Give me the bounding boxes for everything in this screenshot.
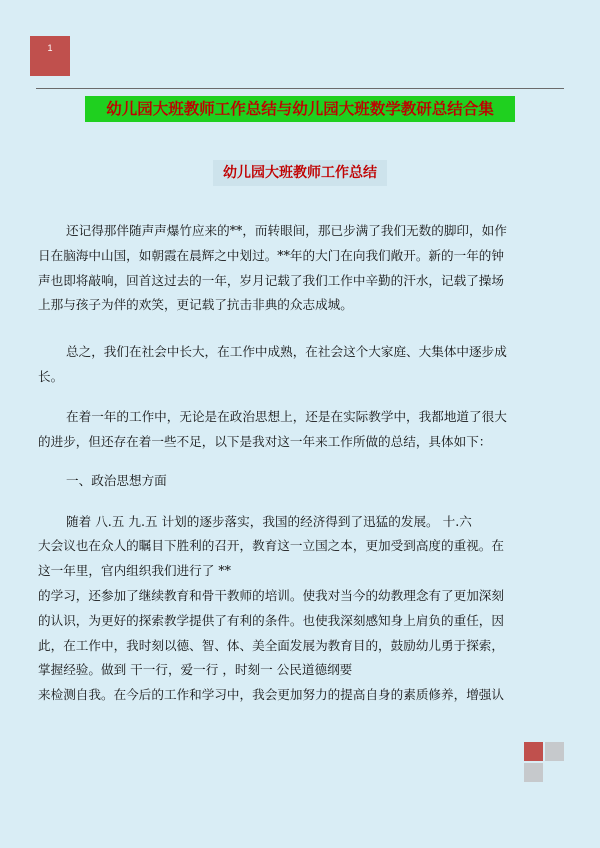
decor-square-red <box>524 742 543 761</box>
paragraph-line: 此，在工作中，我时刻以德、智、体、美全面发展为教育目的，鼓励幼儿勇于探索， <box>38 638 504 653</box>
paragraph-line: 来检测自我。在今后的工作和学习中，我会更加努力的提高自身的素质修养，增强认 <box>38 687 504 702</box>
paragraph-line: 这一年里，官内组织我们进行了 ** <box>38 563 231 578</box>
header-rule <box>36 88 564 89</box>
corner-decoration <box>524 742 564 782</box>
paragraph-line: 日在脑海中山国，如朝霞在晨辉之中划过。**年的大门在向我们敞开。新的一年的钟 <box>38 248 504 263</box>
paragraph-line: 大会议也在众人的瞩目下胜利的召开，教育这一立国之本，更加受到高度的重视。在 <box>38 538 504 553</box>
section-heading: 一、政治思想方面 <box>66 473 167 488</box>
paragraph-line: 的进步，但还存在着一些不足，以下是我对这一年来工作所做的总结，具体如下： <box>38 434 492 449</box>
paragraph-line: 的学习，还参加了继续教育和骨干教师的培训。使我对当今的幼教理念有了更加深刻 <box>38 588 504 603</box>
decor-square-gray <box>545 742 564 761</box>
paragraph-line: 掌握经验。做到 干一行，爱一行 ，时刻一 公民道德纲要 <box>38 662 353 677</box>
paragraph-line: 总之，我们在社会中长大，在工作中成熟，在社会这个大家庭、大集体中逐步成 <box>66 344 507 359</box>
paragraph-line: 长。 <box>38 369 64 384</box>
section-title: 幼儿园大班教师工作总结 <box>213 160 387 186</box>
document-title: 幼儿园大班教师工作总结与幼儿园大班数学教研总结合集 <box>85 96 515 122</box>
paragraph-line: 在着一年的工作中，无论是在政治思想上，还是在实际教学中，我都地道了很大 <box>66 409 507 424</box>
paragraph-line: 还记得那伴随声声爆竹应来的**，而转眼间，那已步满了我们无数的脚印，如作 <box>66 223 507 238</box>
paragraph-line: 的认识，为更好的探索教学提供了有利的条件。也使我深刻感知身上肩负的重任，因 <box>38 613 504 628</box>
paragraph-line: 随着 八.五 九.五 计划的逐步落实，我国的经济得到了迅猛的发展。 十.六 <box>66 514 472 529</box>
paragraph-line: 上那与孩子为伴的欢笑，更记载了抗击非典的众志成城。 <box>38 297 353 312</box>
decor-square-gray <box>524 763 543 782</box>
page-number-badge: 1 <box>30 36 70 76</box>
paragraph-line: 声也即将敲响，回首这过去的一年，岁月记载了我们工作中辛勤的汗水，记载了操场 <box>38 273 504 288</box>
